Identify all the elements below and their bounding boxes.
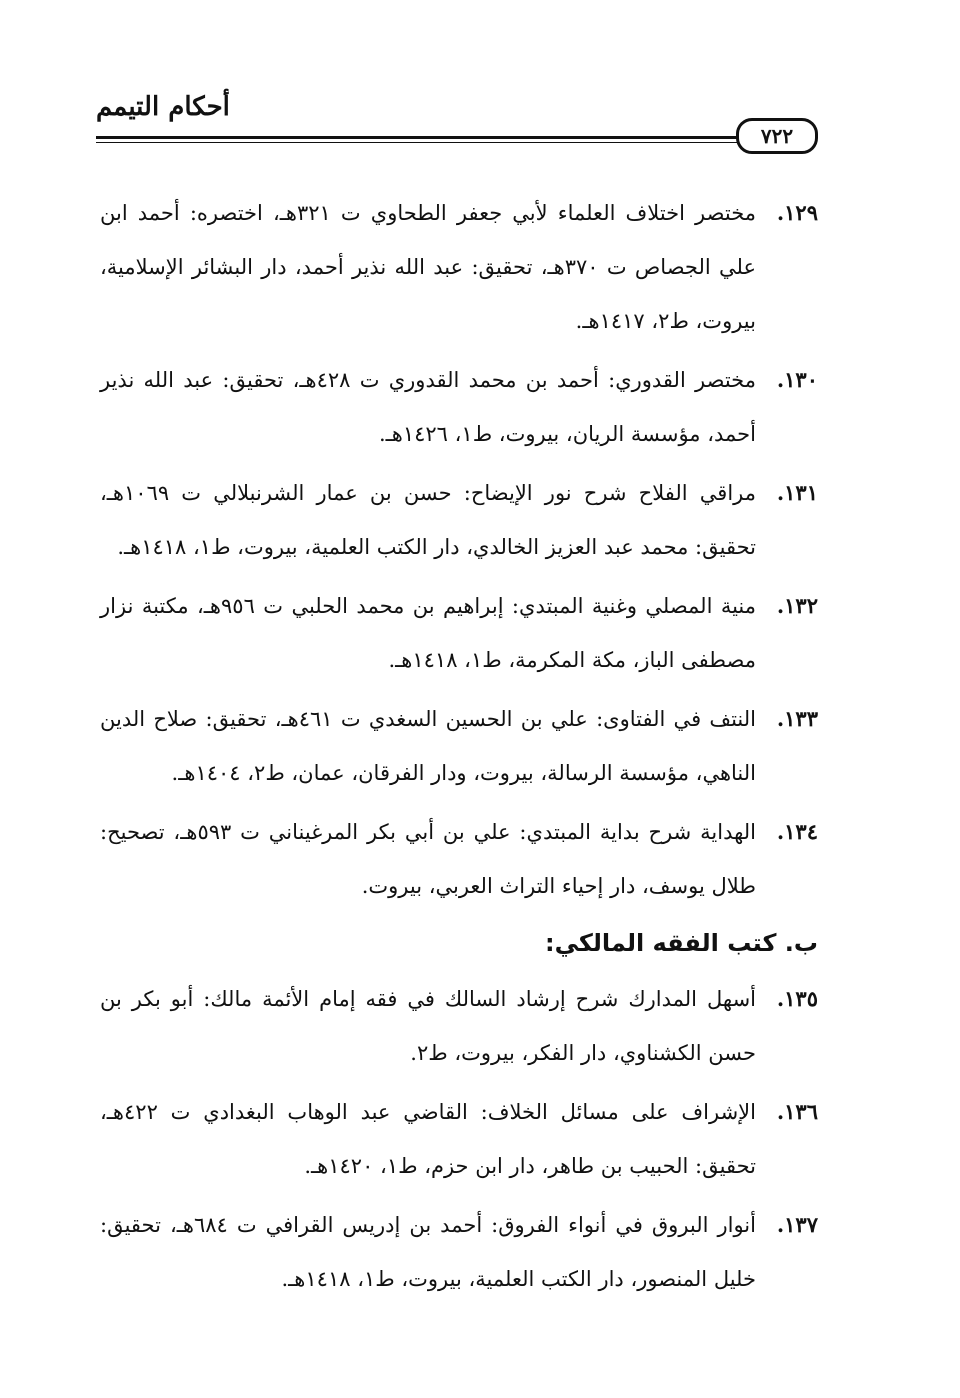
entry-text: أنوار البروق في أنواء الفروق: أحمد بن إدريس القرافي ت ٦٨٤هـ، تحقيق: خليل المنصور، دار الكتب العلمية، بيروت، ط١، ١٤١٨هـ. bbox=[100, 1213, 756, 1291]
list-item bbox=[100, 1198, 818, 1306]
page-number: ٧٢٢ bbox=[736, 118, 818, 154]
entry-number: ١٣٤. bbox=[776, 819, 818, 844]
entry-text: منية المصلي وغنية المبتدي: إبراهيم بن محمد الحلبي ت ٩٥٦هـ، مكتبة نزار مصطفى الباز، مكة المكرمة، ط١، ١٤١٨هـ. bbox=[100, 594, 757, 672]
entry-text: الهداية شرح بداية المبتدي: علي بن أبي بكر المرغيناني ت ٥٩٣هـ، تصحيح: طلال يوسف، دار إحياء التراث العربي، بيروت. bbox=[100, 820, 756, 898]
list-item bbox=[100, 805, 818, 913]
entry-number: ١٣١. bbox=[776, 480, 818, 505]
section-heading: ب. كتب الفقه المالكي: bbox=[545, 929, 818, 957]
list-item bbox=[100, 579, 818, 687]
entry-number: ١٣٦. bbox=[776, 1099, 818, 1124]
list-item bbox=[100, 466, 818, 574]
list-item bbox=[100, 692, 818, 800]
header-rule-thin bbox=[96, 142, 778, 143]
list-item bbox=[100, 972, 818, 1080]
entry-text: مختصر اختلاف العلماء لأبي جعفر الطحاوي ت ٣٢١هـ، اختصره: أحمد ابن علي الجصاص ت ٣٧٠هـ، تحقيق: عبد الله نذير أحمد، دار البشائر الإسلامية، بيروت، ط٢، ١٤١٧هـ. bbox=[100, 201, 756, 333]
entry-number: ١٣٣. bbox=[776, 706, 818, 731]
entry-text: مختصر القدوري: أحمد بن محمد القدوري ت ٤٢٨هـ، تحقيق: عبد الله نذير أحمد، مؤسسة الريان، بيروت، ط١، ١٤٢٦هـ. bbox=[100, 368, 756, 446]
entry-number: ١٢٩. bbox=[776, 200, 818, 225]
entry-number: ١٣٥. bbox=[776, 986, 818, 1011]
page-header bbox=[96, 86, 818, 156]
entry-text: أسهل المدارك شرح إرشاد السالك في فقه إمام الأئمة مالك: أبو بكر بن حسن الكشناوي، دار الفكر، بيروت، ط٢. bbox=[100, 987, 756, 1065]
list-item bbox=[100, 353, 818, 461]
book-title: أحكام التيمم bbox=[96, 92, 230, 122]
entry-text: النتف في الفتاوى: علي بن الحسين السغدي ت ٤٦١هـ، تحقيق: صلاح الدين الناهي، مؤسسة الرسالة، بيروت، ودار الفرقان، عمان، ط٢، ١٤٠٤هـ. bbox=[100, 707, 756, 785]
entry-text: مراقي الفلاح شرح نور الإيضاح: حسن بن عمار الشرنبلالي ت ١٠٦٩هـ، تحقيق: محمد عبد العزيز الخالدي، دار الكتب العلمية، بيروت، ط١، ١٤١٨هـ. bbox=[100, 481, 756, 559]
list-item bbox=[100, 1085, 818, 1193]
entry-number: ١٣٠. bbox=[776, 367, 818, 392]
entry-text: الإشراف على مسائل الخلاف: القاضي عبد الوهاب البغدادي ت ٤٢٢هـ، تحقيق: الحبيب بن طاهر، دار ابن حزم، ط١، ١٤٢٠هـ. bbox=[100, 1100, 756, 1178]
header-rule bbox=[96, 136, 778, 139]
entry-number: ١٣٧. bbox=[776, 1212, 818, 1237]
entry-number: ١٣٢. bbox=[776, 593, 818, 618]
list-item bbox=[100, 186, 818, 348]
bibliography-list bbox=[100, 186, 818, 1311]
